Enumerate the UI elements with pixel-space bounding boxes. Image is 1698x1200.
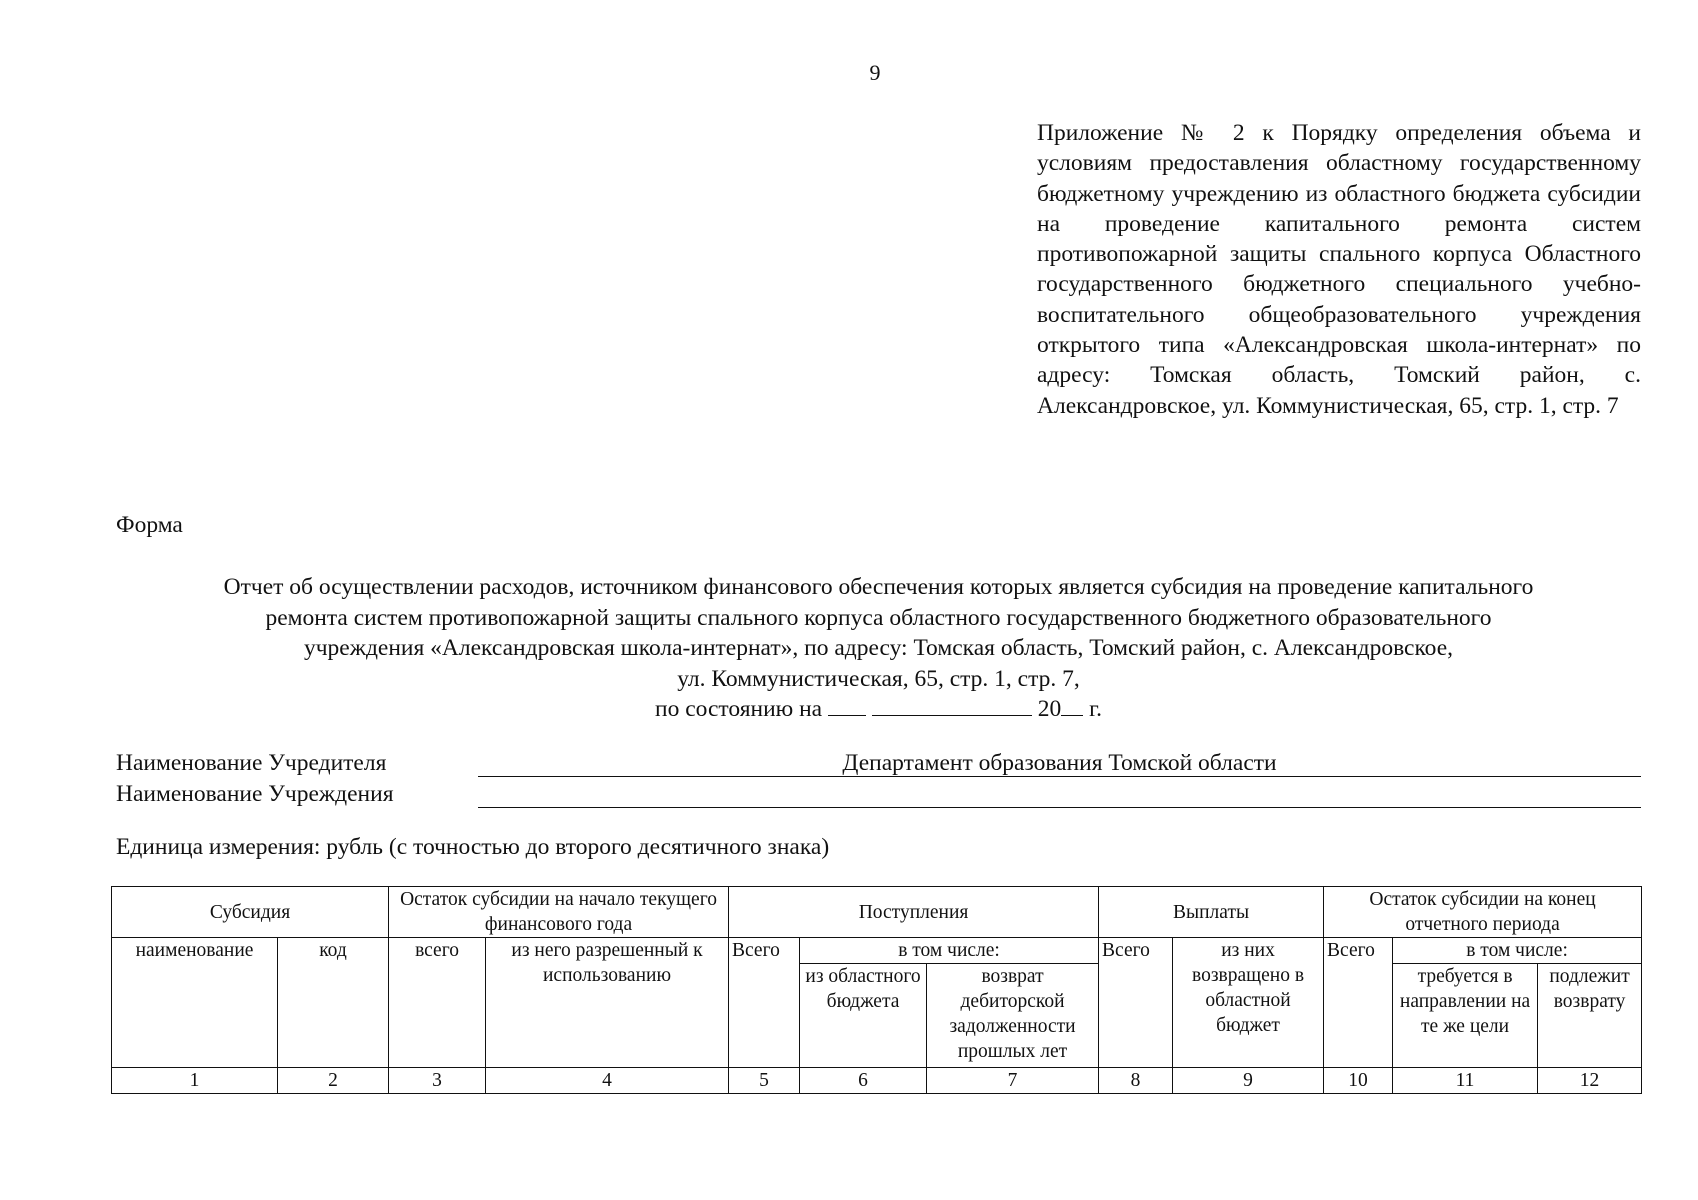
page-number: 9 — [869, 60, 881, 85]
report-title — [116, 572, 1641, 725]
founder-field[interactable]: Департамент образования Томской области — [478, 750, 1641, 777]
year-blank[interactable] — [1061, 695, 1083, 716]
column-number: 7 — [927, 1068, 1099, 1094]
header-opening-total: всего — [389, 938, 486, 1068]
form-label: Форма — [116, 512, 183, 538]
institution-row — [116, 779, 1641, 810]
header-receipts-including: в том числе: — [800, 938, 1099, 964]
units-note: Единица измерения: рубль (с точностью до второго десятичного знака) — [116, 834, 830, 860]
header-needed-same-purpose: требуется в направлении на те же цели — [1393, 964, 1538, 1068]
column-number: 9 — [1173, 1068, 1324, 1094]
date-suffix: г. — [1089, 696, 1102, 722]
header-payments-total: Всего — [1099, 938, 1173, 1068]
header-receipts: Поступления — [729, 887, 1099, 938]
report-title-line: ул. Коммунистическая, 65, стр. 1, стр. 7, — [677, 665, 1080, 692]
header-from-regional-budget: из областного бюджета — [800, 964, 927, 1068]
report-title-line: ремонта систем противопожарной защиты спального корпуса областного государственного бюджетного образовательного — [265, 604, 1492, 631]
header-name: наименование — [112, 938, 278, 1068]
header-payments: Выплаты — [1099, 887, 1324, 938]
month-blank[interactable] — [872, 695, 1032, 716]
header-receipts-total: Всего — [729, 938, 800, 1068]
date-prefix: по состоянию на — [655, 696, 823, 722]
column-number: 8 — [1099, 1068, 1173, 1094]
column-number: 11 — [1393, 1068, 1538, 1094]
report-title-line: Отчет об осуществлении расходов, источником финансового обеспечения которых является субсидия на проведение капитального — [223, 574, 1534, 600]
header-permitted: из него разрешенный к использованию — [486, 938, 729, 1068]
header-code: код — [278, 938, 389, 1068]
founder-label: Наименование Учредителя — [116, 750, 387, 776]
appendix-note: Приложение № 2 к Порядку определения объема и условиям предоставления областному государственному бюджетному учреждению из областного бюджета субсидии на проведение капитального ремонта систем противопожарной защиты спального корпуса Областного государственного бюджетного специального учебно-воспитательного общеобразовательного учреждения открытого типа «Александровская школа-интернат» по адресу: Томская область, Томский район, с. Александровское, ул. Коммунистическая, 65, стр. 1, стр. 7 — [1037, 120, 1641, 419]
header-closing-balance: Остаток субсидии на конец отчетного периода — [1324, 887, 1642, 938]
header-returned: из них возвращено в областной бюджет — [1173, 938, 1324, 1068]
header-to-return: подлежит возврату — [1538, 964, 1642, 1068]
header-closing-total: Всего — [1324, 938, 1393, 1068]
column-number: 1 — [112, 1068, 278, 1094]
institution-label: Наименование Учреждения — [116, 781, 394, 807]
column-number: 3 — [389, 1068, 486, 1094]
institution-field[interactable] — [478, 781, 1641, 808]
column-number: 5 — [729, 1068, 800, 1094]
column-number: 6 — [800, 1068, 927, 1094]
column-number: 12 — [1538, 1068, 1642, 1094]
header-closing-including: в том числе: — [1393, 938, 1642, 964]
column-number: 10 — [1324, 1068, 1393, 1094]
report-title-line: учреждения «Александровская школа-интернат», по адресу: Томская область, Томский район, с. Александровское, — [303, 635, 1454, 661]
day-blank[interactable] — [828, 695, 866, 716]
report-date-line — [116, 694, 1641, 725]
header-receivables-return: возврат дебиторской задолженности прошлых лет — [927, 964, 1099, 1068]
column-number: 2 — [278, 1068, 389, 1094]
date-year: 20 — [1037, 696, 1062, 722]
report-table — [111, 886, 1642, 1094]
header-subsidy: Субсидия — [112, 887, 389, 938]
founder-row — [116, 748, 1641, 779]
column-number: 4 — [486, 1068, 729, 1094]
header-opening-balance: Остаток субсидии на начало текущего финансового года — [389, 887, 729, 938]
